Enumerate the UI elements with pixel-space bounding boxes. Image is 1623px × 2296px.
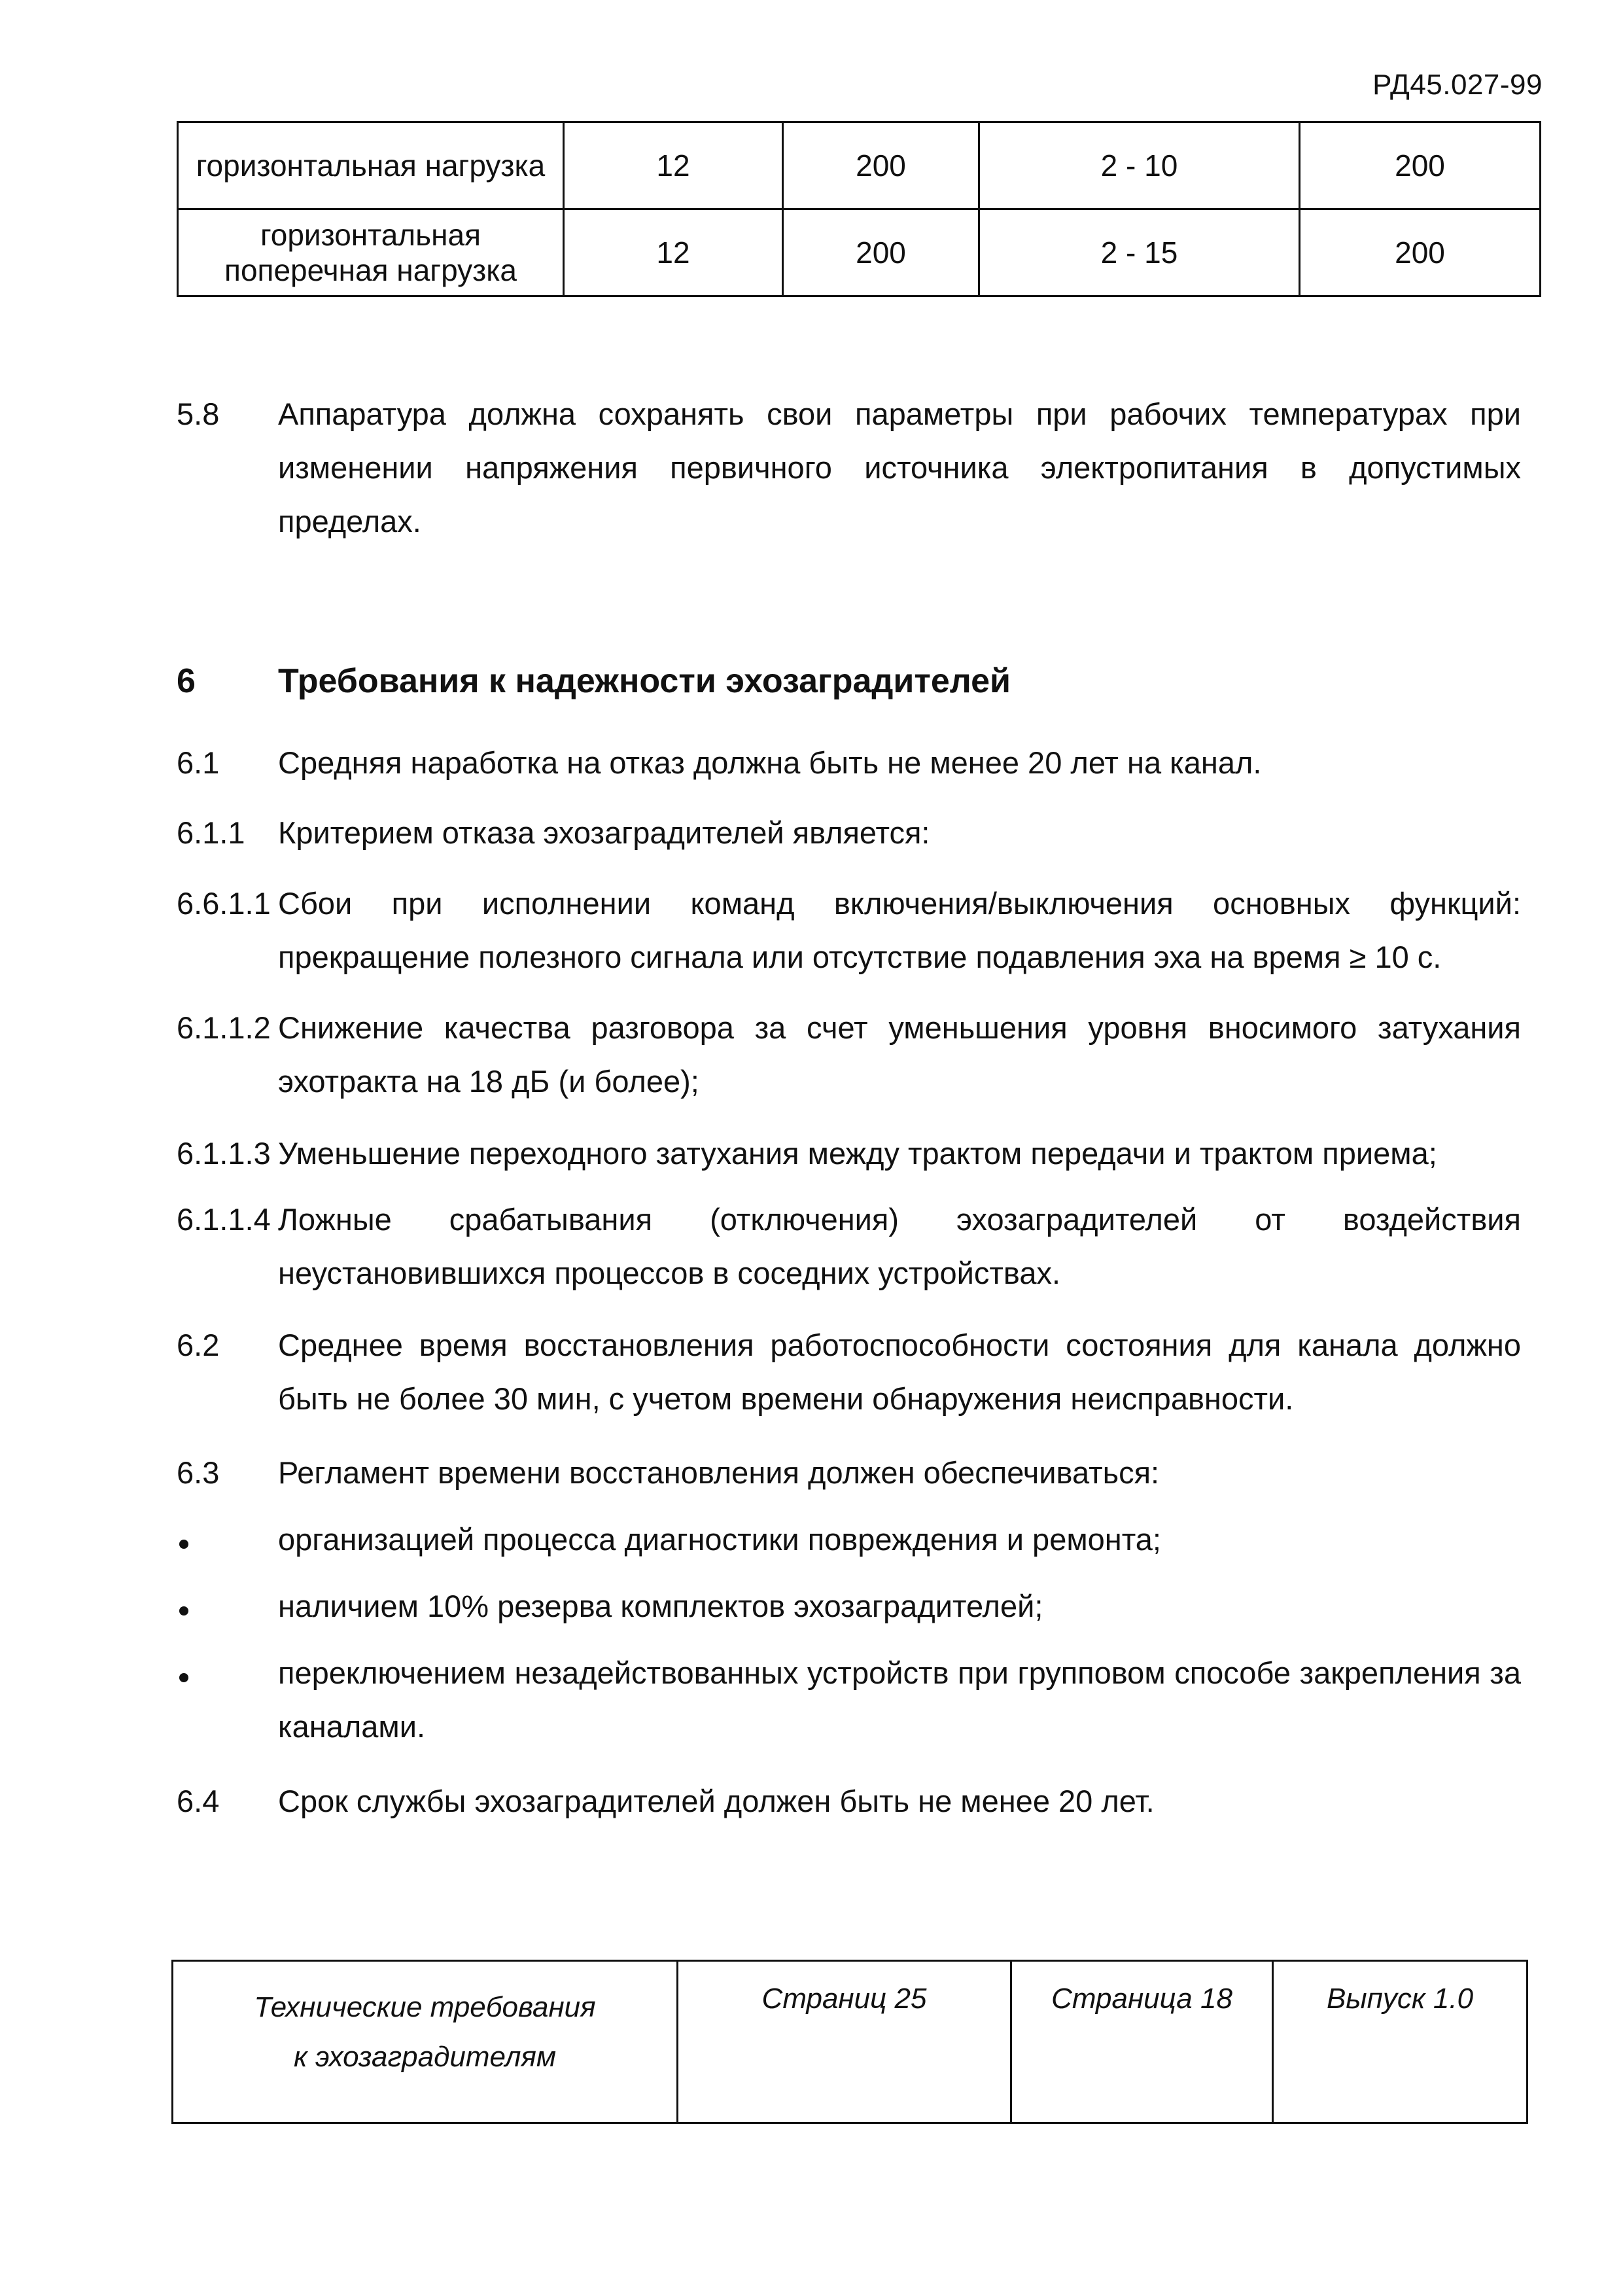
bullet-text: переключением незадействованных устройств при групповом способе закрепления за каналами.	[278, 1655, 1521, 1744]
table-row	[173, 1961, 1527, 2123]
spec-table	[177, 121, 1541, 297]
item-text: Средняя наработка на отказ должна быть не менее 20 лет на канал.	[278, 745, 1262, 780]
footer-release: Выпуск 1.0	[1273, 1961, 1527, 2123]
table-row	[178, 122, 1541, 209]
item-number: 6.1.1.3	[177, 1136, 271, 1171]
item-number: 6.1.1	[177, 815, 245, 850]
footer-title-line: к эхозаградителям	[293, 2041, 557, 2073]
section-heading: Требования к надежности эхозаградителей	[278, 662, 1011, 700]
cell-value: 2 - 15	[979, 209, 1300, 296]
section-text: Аппаратура должна сохранять свои параметры при рабочих температурах при изменении напряжения первичного источника электропитания в допустимых пределах.	[278, 397, 1521, 539]
item-text: Срок службы эхозаградителей должен быть не менее 20 лет.	[278, 1784, 1155, 1818]
item-number: 6.6.1.1	[177, 886, 271, 921]
cell-value: 2 - 10	[979, 122, 1300, 209]
item-number: 6.3	[177, 1455, 220, 1490]
item-text: Уменьшение переходного затухания между трактом передачи и трактом приема;	[278, 1136, 1437, 1171]
footer-page: Страница 18	[1011, 1961, 1273, 2123]
item-text: Среднее время восстановления работоспособности состояния для канала должно быть не более 30 мин, с учетом времени обнаружения неисправности.	[278, 1328, 1521, 1416]
row-name: горизонтальная нагрузка	[178, 122, 564, 209]
item-number: 6.1.1.2	[177, 1010, 271, 1045]
row-name: горизонтальная поперечная нагрузка	[178, 209, 564, 296]
item-text: Сбои при исполнении команд включения/выключения основных функций: прекращение полезного сигнала или отсутствие подавления эха на время ≥ 10 с.	[278, 886, 1521, 974]
item-text: Ложные срабатывания (отключения) эхозаградителей от воздействия неустановившихся процессов в соседних устройствах.	[278, 1202, 1521, 1290]
item-text: Регламент времени восстановления должен обеспечиваться:	[278, 1455, 1160, 1490]
cell-value: 12	[564, 122, 783, 209]
section-number: 5.8	[177, 397, 220, 431]
item-number: 6.2	[177, 1328, 220, 1362]
bullet-icon	[179, 1540, 188, 1549]
footer-pages-total: Страниц 25	[678, 1961, 1011, 2123]
footer-title	[173, 1961, 678, 2123]
section-heading-number: 6	[177, 662, 196, 700]
bullet-text: наличием 10% резерва комплектов эхозаградителей;	[278, 1589, 1043, 1623]
cell-value: 200	[783, 209, 979, 296]
bullet-icon	[179, 1606, 188, 1616]
cell-value: 200	[1300, 209, 1541, 296]
item-text: Снижение качества разговора за счет уменьшения уровня вносимого затухания эхотракта на 18 дБ (и более);	[278, 1010, 1521, 1099]
doc-code: РД45.027-99	[1372, 69, 1543, 101]
cell-value: 200	[783, 122, 979, 209]
footer-title-line: Технические требования	[254, 1991, 596, 2023]
item-number: 6.1	[177, 745, 220, 780]
item-number: 6.1.1.4	[177, 1202, 271, 1237]
footer-table	[171, 1960, 1528, 2124]
item-text: Критерием отказа эхозаградителей является:	[278, 815, 930, 850]
bullet-icon	[179, 1673, 188, 1682]
table-row	[178, 209, 1541, 296]
item-number: 6.4	[177, 1784, 220, 1818]
bullet-text: организацией процесса диагностики повреждения и ремонта;	[278, 1522, 1161, 1557]
cell-value: 12	[564, 209, 783, 296]
cell-value: 200	[1300, 122, 1541, 209]
